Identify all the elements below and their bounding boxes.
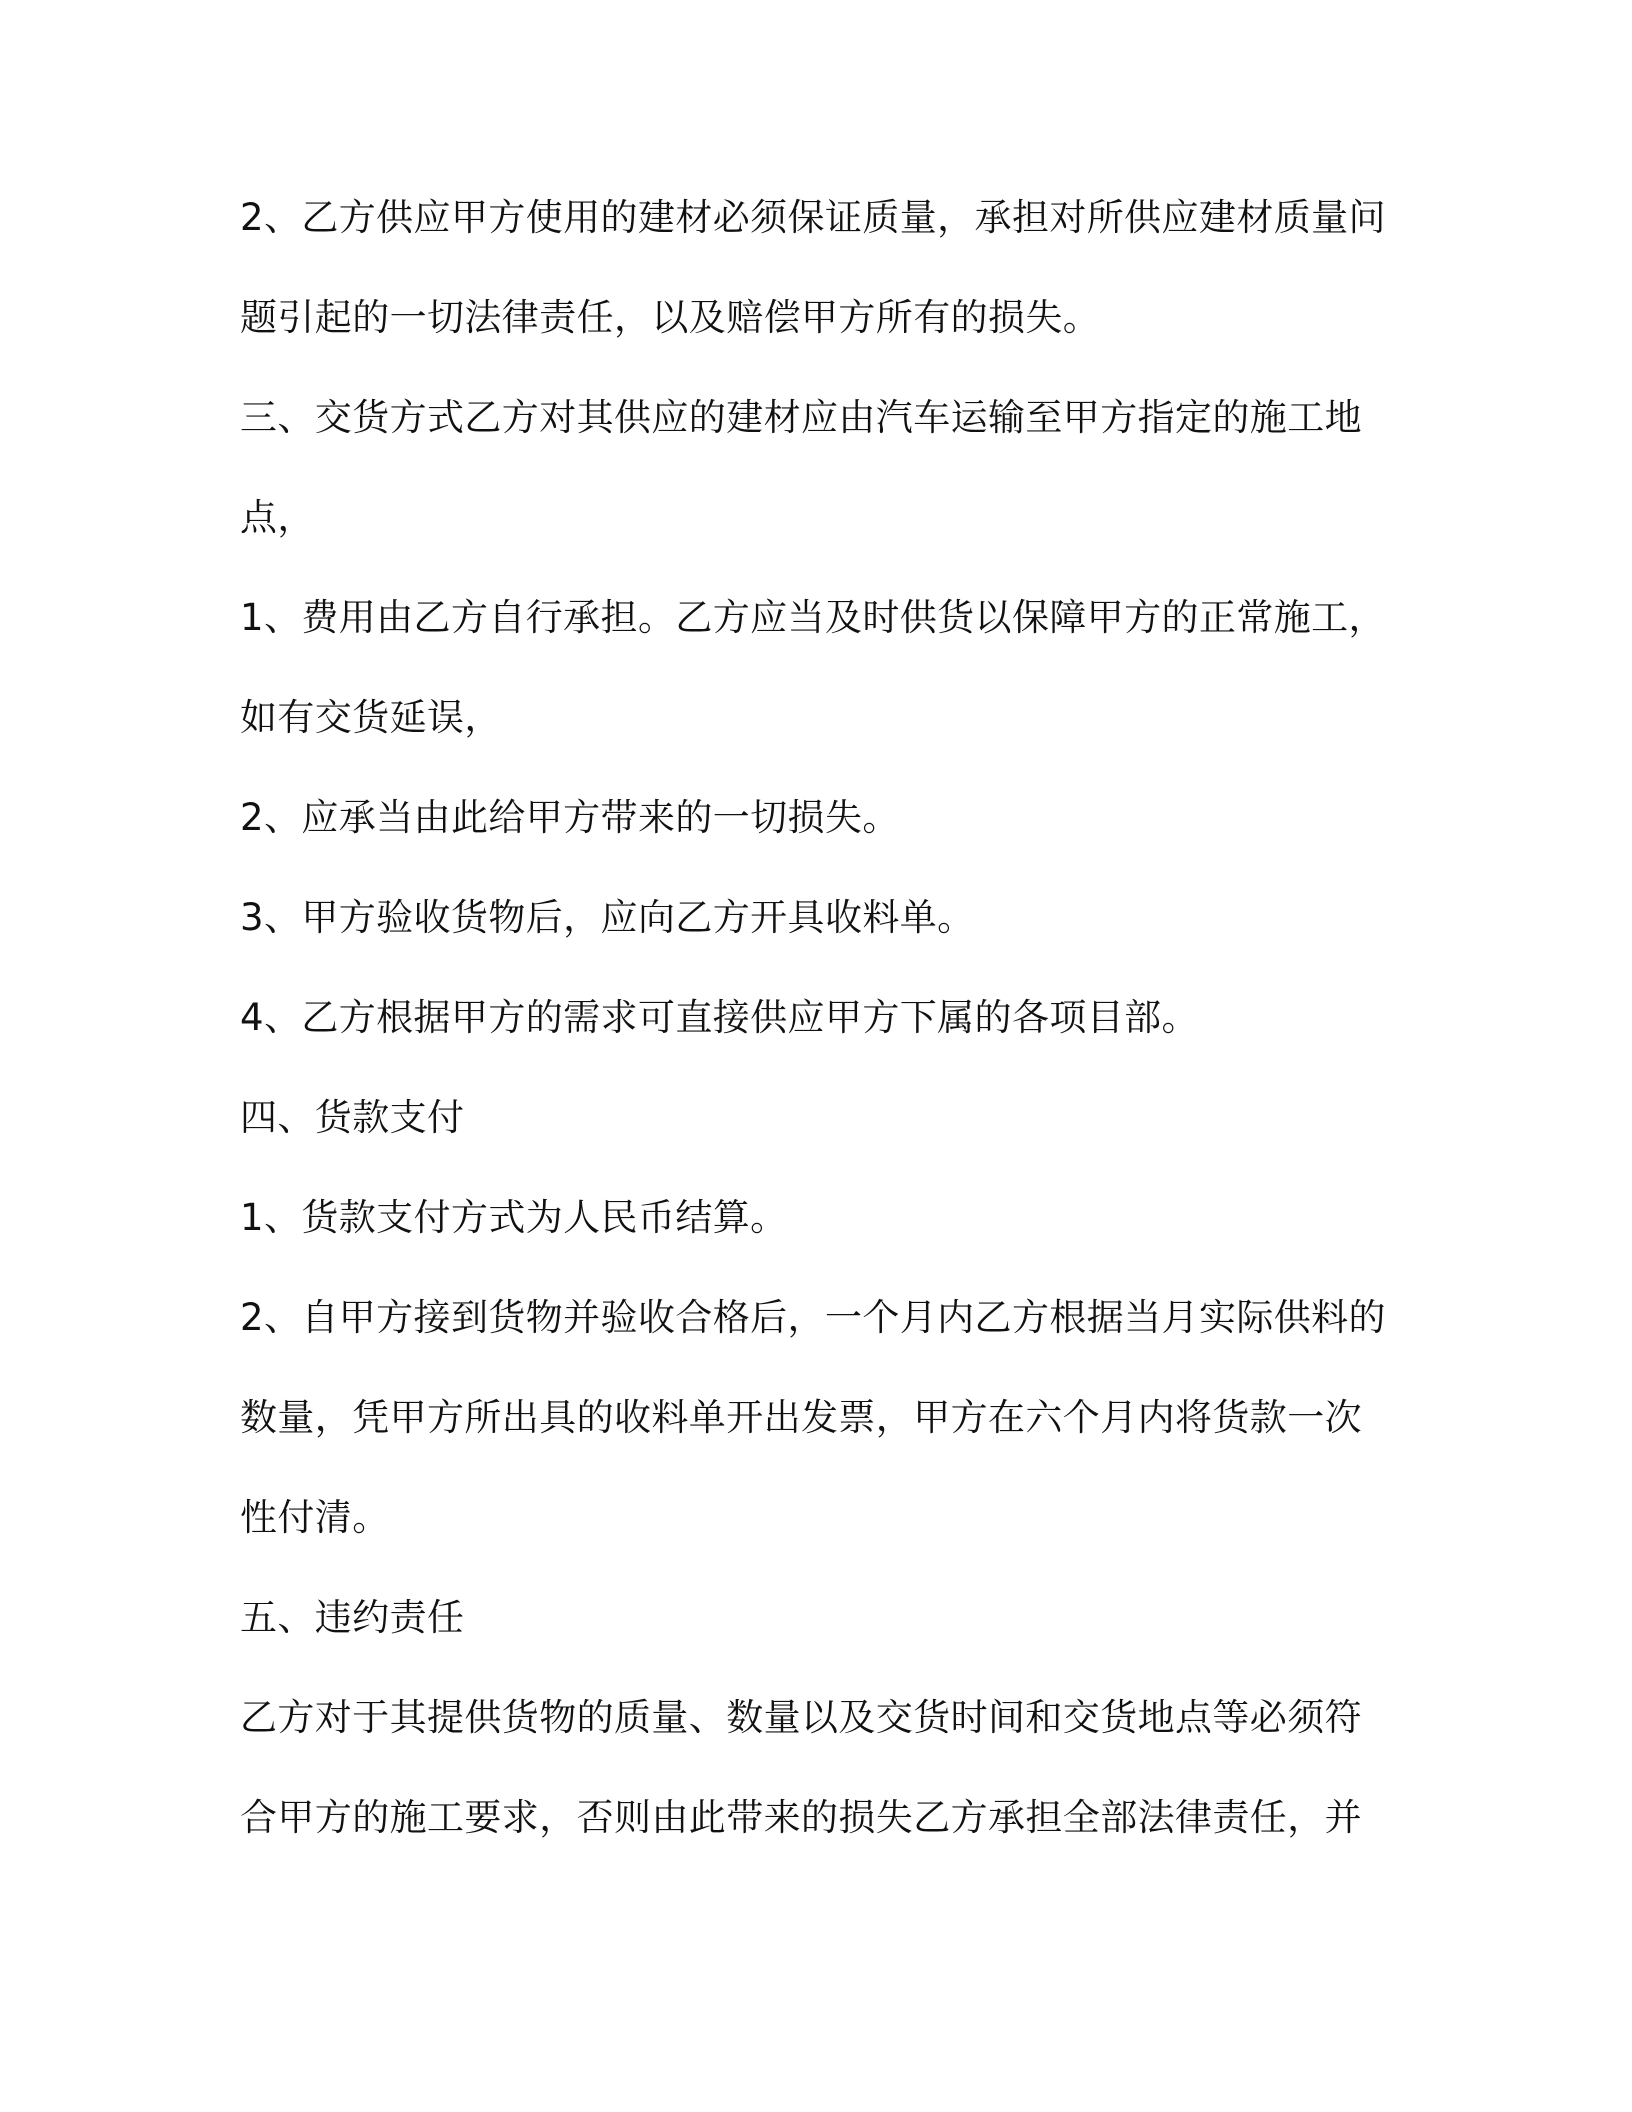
text-line: 性付清。 [240,1496,390,1539]
text-line: 乙方对于其提供货物的质量、数量以及交货时间和交货地点等必须符 [240,1696,1362,1739]
text-line: 题引起的一切法律责任，以及赔偿甲方所有的损失。 [240,296,1101,339]
text-line: 2、乙方供应甲方使用的建材必须保证质量，承担对所供应建材质量问 [240,196,1386,239]
text-line: 数量，凭甲方所出具的收料单开出发票，甲方在六个月内将货款一次 [240,1396,1362,1439]
text-line: 1、费用由乙方自行承担。乙方应当及时供货以保障甲方的正常施工， [240,596,1386,639]
text-line: 3、甲方验收货物后，应向乙方开具收料单。 [240,896,975,939]
text-line: 2、应承当由此给甲方带来的一切损失。 [240,796,900,839]
text-line: 4、乙方根据甲方的需求可直接供应甲方下属的各项目部。 [240,996,1199,1039]
text-line: 2、自甲方接到货物并验收合格后，一个月内乙方根据当月实际供料的 [240,1296,1386,1339]
text-line: 合甲方的施工要求，否则由此带来的损失乙方承担全部法律责任，并 [240,1796,1362,1839]
text-line: 点， [240,496,315,539]
text-line: 如有交货延误， [240,696,502,739]
text-line: 1、货款支付方式为人民币结算。 [240,1196,788,1239]
section-heading: 四、货款支付 [240,1096,465,1139]
section-heading: 五、违约责任 [240,1596,465,1639]
text-line: 三、交货方式乙方对其供应的建材应由汽车运输至甲方指定的施工地 [240,396,1362,439]
